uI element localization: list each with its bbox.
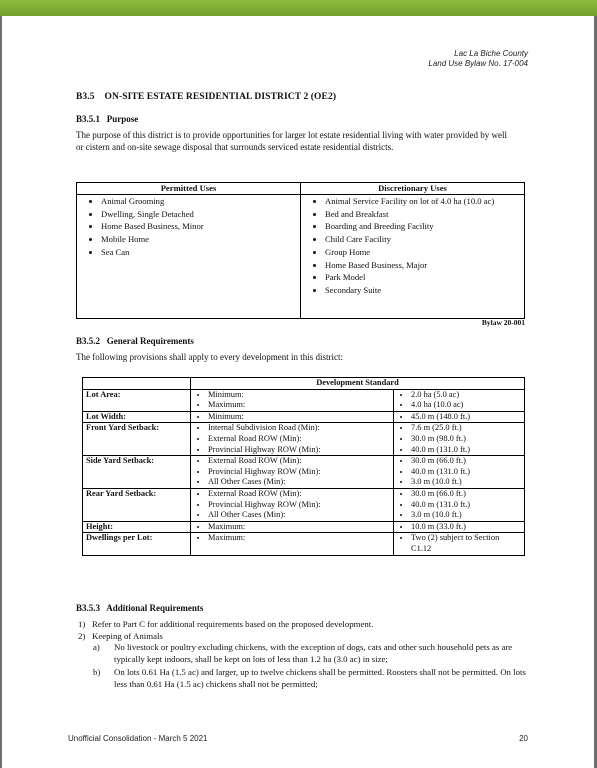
criteria-item: • All Other Cases (Min): (208, 477, 390, 488)
use-item: • Bed and Breakfast (325, 208, 520, 221)
standard-label: Front Yard Setback: (83, 423, 191, 456)
criteria-item: • External Road ROW (Min): (208, 434, 390, 445)
standard-label: Height: (83, 521, 191, 533)
criteria-item: • Provincial Highway ROW (Min): (208, 445, 390, 456)
page-header (428, 49, 528, 69)
standard-criteria (191, 488, 394, 521)
use-item: • Animal Grooming (101, 195, 296, 208)
standard-row (83, 533, 525, 555)
use-item: • Sea Can (101, 246, 296, 259)
value-item: • 40.0 m (131.0 ft.) (411, 445, 521, 456)
discretionary-uses-cell (301, 195, 525, 319)
value-item: • 3.0 m (10.0 ft.) (411, 510, 521, 521)
general-heading: B3.5.2 General Requirements (76, 336, 194, 346)
standard-values (394, 456, 525, 489)
standard-label: Lot Area: (83, 389, 191, 411)
requirement-item: 1) Refer to Part C for additional requirements based on the proposed development. (78, 619, 374, 629)
standard-row (83, 411, 525, 423)
use-item: • Park Model (325, 271, 520, 284)
purpose-text: The purpose of this district is to provide opportunities for larger lot estate residential living with water provided by well or cistern and on-site sewage disposal that surrounds serviced estate residential districts. (76, 130, 507, 152)
footer-consolidation: Unofficial Consolidation - March 5 2021 (68, 734, 208, 743)
use-item: • Animal Service Facility on lot of 4.0 ha (10.0 ac) (325, 195, 520, 208)
viewer-top-bar (0, 0, 597, 16)
use-item: • Child Care Facility (325, 233, 520, 246)
standard-criteria (191, 389, 394, 411)
page-number: 20 (519, 734, 528, 743)
development-standard-table (82, 377, 525, 556)
value-item: • 10.0 m (33.0 ft.) (411, 522, 521, 533)
standard-values (394, 423, 525, 456)
standard-criteria (191, 521, 394, 533)
criteria-item: • External Road ROW (Min): (208, 456, 390, 467)
value-item: • 7.6 m (25.0 ft.) (411, 423, 521, 434)
development-standard-header: Development Standard (191, 378, 525, 390)
value-item: • 4.0 ha (10.0 ac) (411, 400, 521, 411)
criteria-item: • Maximum: (208, 533, 390, 544)
standard-label: Dwellings per Lot: (83, 533, 191, 555)
standard-values (394, 411, 525, 423)
criteria-item: • Minimum: (208, 390, 390, 401)
uses-table (76, 182, 525, 319)
use-item: • Boarding and Breeding Facility (325, 220, 520, 233)
standard-criteria (191, 411, 394, 423)
header-bylaw: Land Use Bylaw No. 17-004 (428, 59, 528, 68)
bylaw-note: Bylaw 20-001 (481, 318, 525, 327)
standard-values (394, 389, 525, 411)
value-item: • 30.0 m (66.0 ft.) (411, 489, 521, 500)
requirement-item: 2) Keeping of Animals (78, 630, 163, 641)
value-item: • 40.0 m (131.0 ft.) (411, 467, 521, 478)
use-item: • Dwelling, Single Detached (101, 208, 296, 221)
value-item: • 3.0 m (10.0 ft.) (411, 477, 521, 488)
standard-values (394, 533, 525, 555)
criteria-item: • Maximum: (208, 522, 390, 533)
criteria-item: • External Road ROW (Min): (208, 489, 390, 500)
criteria-item: • All Other Cases (Min): (208, 510, 390, 521)
document-page (2, 16, 594, 768)
criteria-item: • Minimum: (208, 412, 390, 423)
requirement-subitem: b) On lots 0.61 Ha (1.5 ac) and larger, up to twelve chickens shall be permitted. Roosters shall not be permitted. On lots less than 0.61 Ha (1.5 ac) chickens shall not be permitted; (93, 667, 526, 689)
requirement-subitem: a) No livestock or poultry excluding chickens, with the exception of dogs, cats and other such household pets as are typically kept indoors, shall be kept on lots of less than 1.2 ha (3.0 ac) in size; (93, 642, 513, 664)
value-item: • 45.0 m (148.0 ft.) (411, 412, 521, 423)
value-item: • 30.0 m (98.0 ft.) (411, 434, 521, 445)
permitted-uses-cell (77, 195, 301, 319)
criteria-item: • Internal Subdivision Road (Min): (208, 423, 390, 434)
standard-row (83, 488, 525, 521)
standard-criteria (191, 423, 394, 456)
standard-label: Lot Width: (83, 411, 191, 423)
criteria-item: • Provincial Highway ROW (Min): (208, 467, 390, 478)
section-title: B3.5 ON-SITE ESTATE RESIDENTIAL DISTRICT 2 (OE2) (76, 92, 337, 102)
value-item: • 40.0 m (131.0 ft.) (411, 500, 521, 511)
value-item: • 30.0 m (66.0 ft.) (411, 456, 521, 467)
discretionary-uses-header: Discretionary Uses (301, 183, 525, 195)
value-item: • Two (2) subject to Section C1.12 (411, 533, 521, 554)
standard-row (83, 389, 525, 411)
standard-label: Rear Yard Setback: (83, 488, 191, 521)
use-item: • Secondary Suite (325, 284, 520, 297)
use-item: • Home Based Business, Minor (101, 220, 296, 233)
additional-heading: B3.5.3 Additional Requirements (76, 603, 204, 613)
use-item: • Home Based Business, Major (325, 259, 520, 272)
header-county: Lac La Biche County (454, 49, 528, 58)
permitted-uses-header: Permitted Uses (77, 183, 301, 195)
use-item: • Group Home (325, 246, 520, 259)
discretionary-uses-list (305, 195, 520, 297)
standard-criteria (191, 456, 394, 489)
standard-row (83, 521, 525, 533)
standard-row (83, 423, 525, 456)
standard-values (394, 521, 525, 533)
criteria-item: • Provincial Highway ROW (Min): (208, 500, 390, 511)
permitted-uses-list (81, 195, 296, 259)
general-intro: The following provisions shall apply to every development in this district: (76, 352, 343, 362)
criteria-item: • Maximum: (208, 400, 390, 411)
standard-criteria (191, 533, 394, 555)
standard-row (83, 456, 525, 489)
standard-label: Side Yard Setback: (83, 456, 191, 489)
purpose-heading: B3.5.1 Purpose (76, 114, 139, 124)
additional-requirements-list (78, 619, 528, 690)
use-item: • Mobile Home (101, 233, 296, 246)
standard-values (394, 488, 525, 521)
value-item: • 2.0 ha (5.0 ac) (411, 390, 521, 401)
